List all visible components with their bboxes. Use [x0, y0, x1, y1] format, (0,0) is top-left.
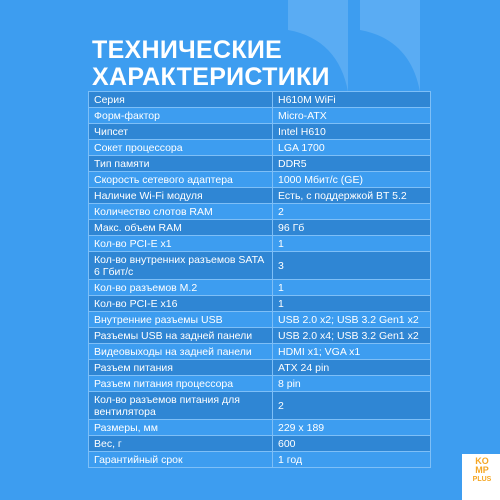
spec-row-internal-usb — [89, 312, 431, 328]
spec-row-weight — [89, 436, 431, 452]
spec-value: Есть, с поддержкой BT 5.2 — [273, 188, 431, 204]
spec-label: Внутренние разъемы USB — [89, 312, 273, 328]
spec-value: 2 — [273, 204, 431, 220]
spec-row-socket — [89, 140, 431, 156]
spec-value: 1 — [273, 296, 431, 312]
spec-label: Сокет процессора — [89, 140, 273, 156]
spec-row-power-connector — [89, 360, 431, 376]
spec-row-video-outputs — [89, 344, 431, 360]
spec-label: Кол-во разъемов питания для вентилятора — [89, 392, 273, 420]
spec-value: 229 x 189 — [273, 420, 431, 436]
brand-logo-line-2: MP — [475, 465, 489, 475]
spec-label: Гарантийный срок — [89, 452, 273, 468]
spec-row-network-speed — [89, 172, 431, 188]
spec-label: Вес, г — [89, 436, 273, 452]
spec-value: LGA 1700 — [273, 140, 431, 156]
page-title-line-2: ХАРАКТЕРИСТИКИ — [92, 63, 330, 91]
spec-label: Макс. объем RAM — [89, 220, 273, 236]
spec-value: 8 pin — [273, 376, 431, 392]
spec-row-pcie-x16 — [89, 296, 431, 312]
spec-label: Кол-во PCI-E x16 — [89, 296, 273, 312]
spec-row-chipset — [89, 124, 431, 140]
spec-label: Разъем питания — [89, 360, 273, 376]
spec-value: 1 год — [273, 452, 431, 468]
spec-value: 1 — [273, 280, 431, 296]
spec-label: Разъем питания процессора — [89, 376, 273, 392]
spec-label: Кол-во PCI-E x1 — [89, 236, 273, 252]
spec-value: 3 — [273, 252, 431, 280]
spec-row-ram-slots — [89, 204, 431, 220]
spec-row-series — [89, 92, 431, 108]
spec-value: 600 — [273, 436, 431, 452]
spec-row-rear-usb — [89, 328, 431, 344]
spec-label: Кол-во внутренних разъемов SATA 6 Гбит/с — [89, 252, 273, 280]
spec-value: USB 2.0 x2; USB 3.2 Gen1 x2 — [273, 312, 431, 328]
spec-label: Серия — [89, 92, 273, 108]
spec-value: 96 Гб — [273, 220, 431, 236]
brand-logo-line-1: KO — [475, 456, 489, 466]
spec-value: Micro-ATX — [273, 108, 431, 124]
page-title-line-1: ТЕХНИЧЕСКИЕ — [92, 36, 283, 64]
spec-row-fan-connectors — [89, 392, 431, 420]
spec-value: USB 2.0 x4; USB 3.2 Gen1 x2 — [273, 328, 431, 344]
spec-row-cpu-power — [89, 376, 431, 392]
spec-label: Разъемы USB на задней панели — [89, 328, 273, 344]
brand-logo-line-3: PLUS — [472, 476, 492, 483]
spec-value: 1000 Мбит/с (GE) — [273, 172, 431, 188]
spec-value: 1 — [273, 236, 431, 252]
spec-label: Тип памяти — [89, 156, 273, 172]
spec-row-wifi — [89, 188, 431, 204]
spec-value: HDMI x1; VGA x1 — [273, 344, 431, 360]
spec-label: Размеры, мм — [89, 420, 273, 436]
brand-logo-text — [466, 457, 498, 484]
spec-row-m2 — [89, 280, 431, 296]
spec-row-pcie-x1 — [89, 236, 431, 252]
spec-row-max-ram — [89, 220, 431, 236]
page-title — [92, 37, 330, 91]
spec-value: 2 — [273, 392, 431, 420]
spec-value: H610M WiFi — [273, 92, 431, 108]
specifications-table — [88, 91, 431, 468]
spec-row-memory-type — [89, 156, 431, 172]
spec-label: Количество слотов RAM — [89, 204, 273, 220]
brand-logo — [462, 454, 500, 500]
spec-label: Наличие Wi-Fi модуля — [89, 188, 273, 204]
spec-value: Intel H610 — [273, 124, 431, 140]
spec-label: Форм-фактор — [89, 108, 273, 124]
spec-value: ATX 24 pin — [273, 360, 431, 376]
spec-value: DDR5 — [273, 156, 431, 172]
spec-row-warranty — [89, 452, 431, 468]
spec-row-form-factor — [89, 108, 431, 124]
spec-row-sata — [89, 252, 431, 280]
spec-label: Кол-во разъемов M.2 — [89, 280, 273, 296]
spec-label: Чипсет — [89, 124, 273, 140]
quote-mark-right — [360, 0, 420, 92]
spec-row-dimensions — [89, 420, 431, 436]
spec-label: Скорость сетевого адаптера — [89, 172, 273, 188]
spec-label: Видеовыходы на задней панели — [89, 344, 273, 360]
